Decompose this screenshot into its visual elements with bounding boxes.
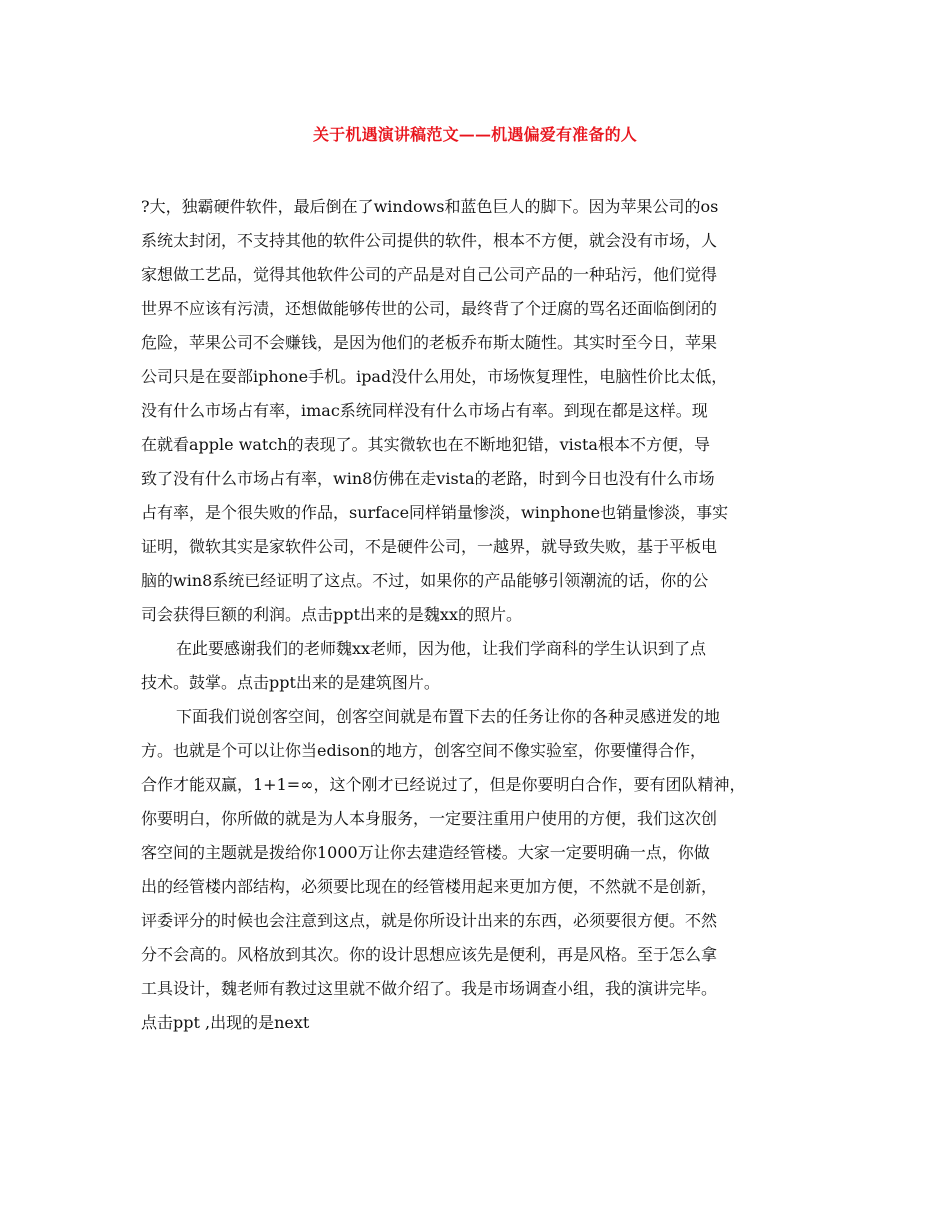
paragraph — [141, 190, 821, 632]
text-line: 下面我们说创客空间，创客空间就是布置下去的任务让你的各种灵感迸发的地 — [176, 707, 721, 726]
text-line: 没有什么市场占有率，imac系统同样没有什么市场占有率。到现在都是这样。现 — [141, 401, 708, 420]
text-line: 分不会高的。风格放到其次。你的设计思想应该先是便利，再是风格。至于怎么拿 — [141, 945, 718, 964]
text-line: 在就看apple watch的表现了。其实微软也在不断地犯错，vista根本不方便，导 — [141, 435, 710, 454]
text-line: 危险，苹果公司不会赚钱，是因为他们的老板乔布斯太随性。其实时至今日，苹果 — [141, 333, 718, 352]
text-line: 方。也就是个可以让你当edison的地方，创客空间不像实验室，你要懂得合作， — [141, 741, 706, 760]
text-line: 证明，微软其实是家软件公司，不是硬件公司，一越界，就导致失败，基于平板电 — [141, 537, 718, 556]
text-line: 系统太封闭，不支持其他的软件公司提供的软件，根本不方便，就会没有市场，人 — [141, 231, 718, 250]
text-line: 致了没有什么市场占有率，win8仿佛在走vista的老路，时到今日也没有什么市场 — [141, 469, 715, 488]
text-line: 客空间的主题就是拨给你1000万让你去建造经管楼。大家一定要明确一点，你做 — [141, 843, 710, 862]
text-line: 司会获得巨额的利润。点击ppt出来的是魏xx的照片。 — [141, 605, 522, 624]
text-line: 公司只是在耍部iphone手机。ipad没什么用处，市场恢复理性，电脑性价比太低， — [141, 367, 728, 386]
text-line: 技术。鼓掌。点击ppt出来的是建筑图片。 — [141, 673, 440, 692]
text-line: 你要明白，你所做的就是为人本身服务，一定要注重用户使用的方便，我们这次创 — [141, 809, 718, 828]
text-line: 世界不应该有污渍，还想做能够传世的公司，最终背了个迂腐的骂名还面临倒闭的 — [141, 299, 718, 318]
text-line: 工具设计，魏老师有教过这里就不做介绍了。我是市场调查小组，我的演讲完毕。 — [141, 979, 718, 998]
text-line: 合作才能双赢，1+1=∞，这个刚才已经说过了，但是你要明白合作，要有团队精神， — [141, 775, 746, 794]
document-body — [141, 190, 821, 1040]
text-line: 评委评分的时候也会注意到这点，就是你所设计出来的东西，必须要很方便。不然 — [141, 911, 718, 930]
text-line: 占有率，是个很失败的作品，surface同样销量惨淡，winphone也销量惨淡，事实 — [141, 503, 729, 522]
text-line: 出的经管楼内部结构，必须要比现在的经管楼用起来更加方便，不然就不是创新， — [141, 877, 718, 896]
paragraph — [141, 700, 821, 1040]
text-line: ?大，独霸硬件软件，最后倒在了windows和蓝色巨人的脚下。因为苹果公司的os — [141, 197, 719, 216]
text-line: 在此要感谢我们的老师魏xx老师，因为他，让我们学商科的学生认识到了点 — [176, 639, 707, 658]
text-line: 脑的win8系统已经证明了这点。不过，如果你的产品能够引领潮流的话，你的公 — [141, 571, 709, 590]
paragraph — [141, 632, 821, 700]
document-title: 关于机遇演讲稿范文——机遇偏爱有准备的人 — [312, 125, 637, 144]
text-line: 家想做工艺品，觉得其他软件公司的产品是对自己公司产品的一种玷污，他们觉得 — [141, 265, 718, 284]
text-line: 点击ppt ,出现的是next — [141, 1013, 310, 1032]
